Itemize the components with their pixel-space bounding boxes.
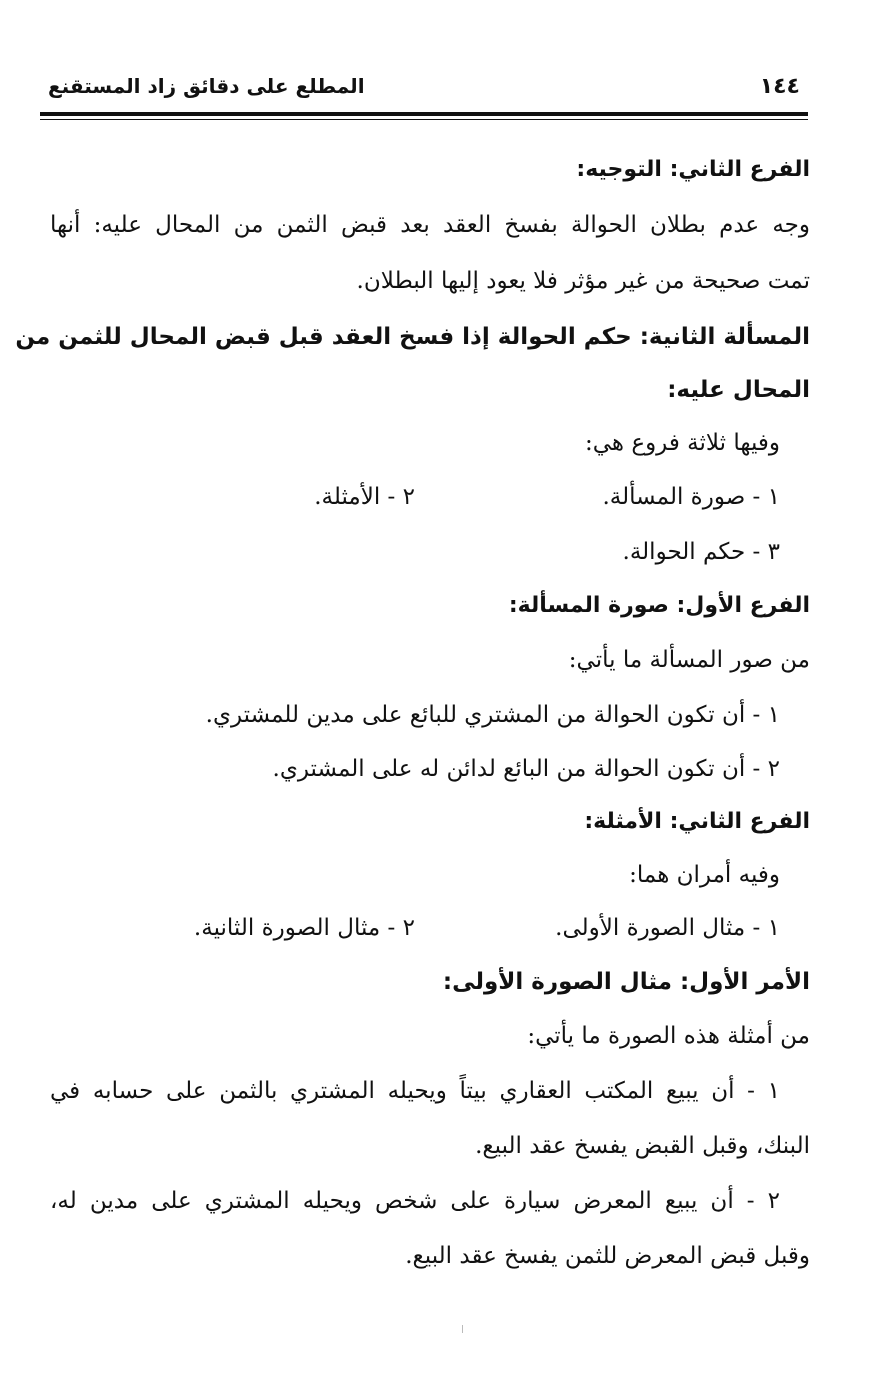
paragraph-line: البنك، وقبل القبض يفسخ عقد البيع.	[475, 1133, 810, 1159]
heading-second-branch-guidance: الفرع الثاني: التوجيه:	[576, 157, 810, 182]
running-title: المطلع على دقائق زاد المستقنع	[48, 74, 365, 98]
paragraph-line: وفيه أمران هما:	[629, 862, 780, 888]
branches-list-row	[50, 477, 810, 517]
paragraph-line: من صور المسألة ما يأتي:	[568, 647, 810, 673]
list-item: ٣ - حكم الحوالة.	[622, 539, 780, 565]
paragraph-line: وفيها ثلاثة فروع هي:	[584, 430, 780, 456]
heading-first-matter: الأمر الأول: مثال الصورة الأولى:	[442, 969, 810, 995]
list-item: ٢ - مثال الصورة الثانية.	[193, 915, 415, 941]
paragraph-line: وجه عدم بطلان الحوالة بفسخ العقد بعد قبض الثمن من المحال عليه: أنها	[50, 212, 810, 238]
header-rule-thin	[40, 119, 808, 120]
list-item: ٢ - أن تكون الحوالة من البائع لدائن له على المشتري.	[272, 756, 780, 782]
heading-first-branch: الفرع الأول: صورة المسألة:	[508, 593, 810, 618]
list-item: ١ - مثال الصورة الأولى.	[555, 915, 780, 941]
heading-issue-two: المسألة الثانية: حكم الحوالة إذا فسخ العقد قبل قبض المحال للثمن من	[15, 324, 810, 350]
paragraph-line: وقبل قبض المعرض للثمن يفسخ عقد البيع.	[405, 1243, 810, 1269]
scan-mark	[462, 1325, 463, 1333]
paragraph-line: من أمثلة هذه الصورة ما يأتي:	[527, 1023, 810, 1049]
list-item: ٢ - أن يبيع المعرض سيارة على شخص ويحيله المشتري على مدين له،	[50, 1188, 780, 1214]
page-header	[40, 74, 808, 108]
heading-second-branch-examples: الفرع الثاني: الأمثلة:	[584, 809, 810, 834]
paragraph-line: تمت صحيحة من غير مؤثر فلا يعود إليها البطلان.	[356, 268, 810, 294]
list-item: ١ - أن تكون الحوالة من المشتري للبائع على مدين للمشتري.	[205, 702, 780, 728]
heading-issue-two-cont: المحال عليه:	[667, 377, 810, 403]
page-number: ١٤٤	[759, 74, 800, 99]
list-item: ٢ - الأمثلة.	[314, 484, 415, 510]
list-item: ١ - أن يبيع المكتب العقاري بيتاً ويحيله المشتري بالثمن على حسابه في	[50, 1078, 780, 1104]
list-item: ١ - صورة المسألة.	[602, 484, 780, 510]
matters-list-row	[50, 908, 810, 948]
header-rule-thick	[40, 112, 808, 116]
